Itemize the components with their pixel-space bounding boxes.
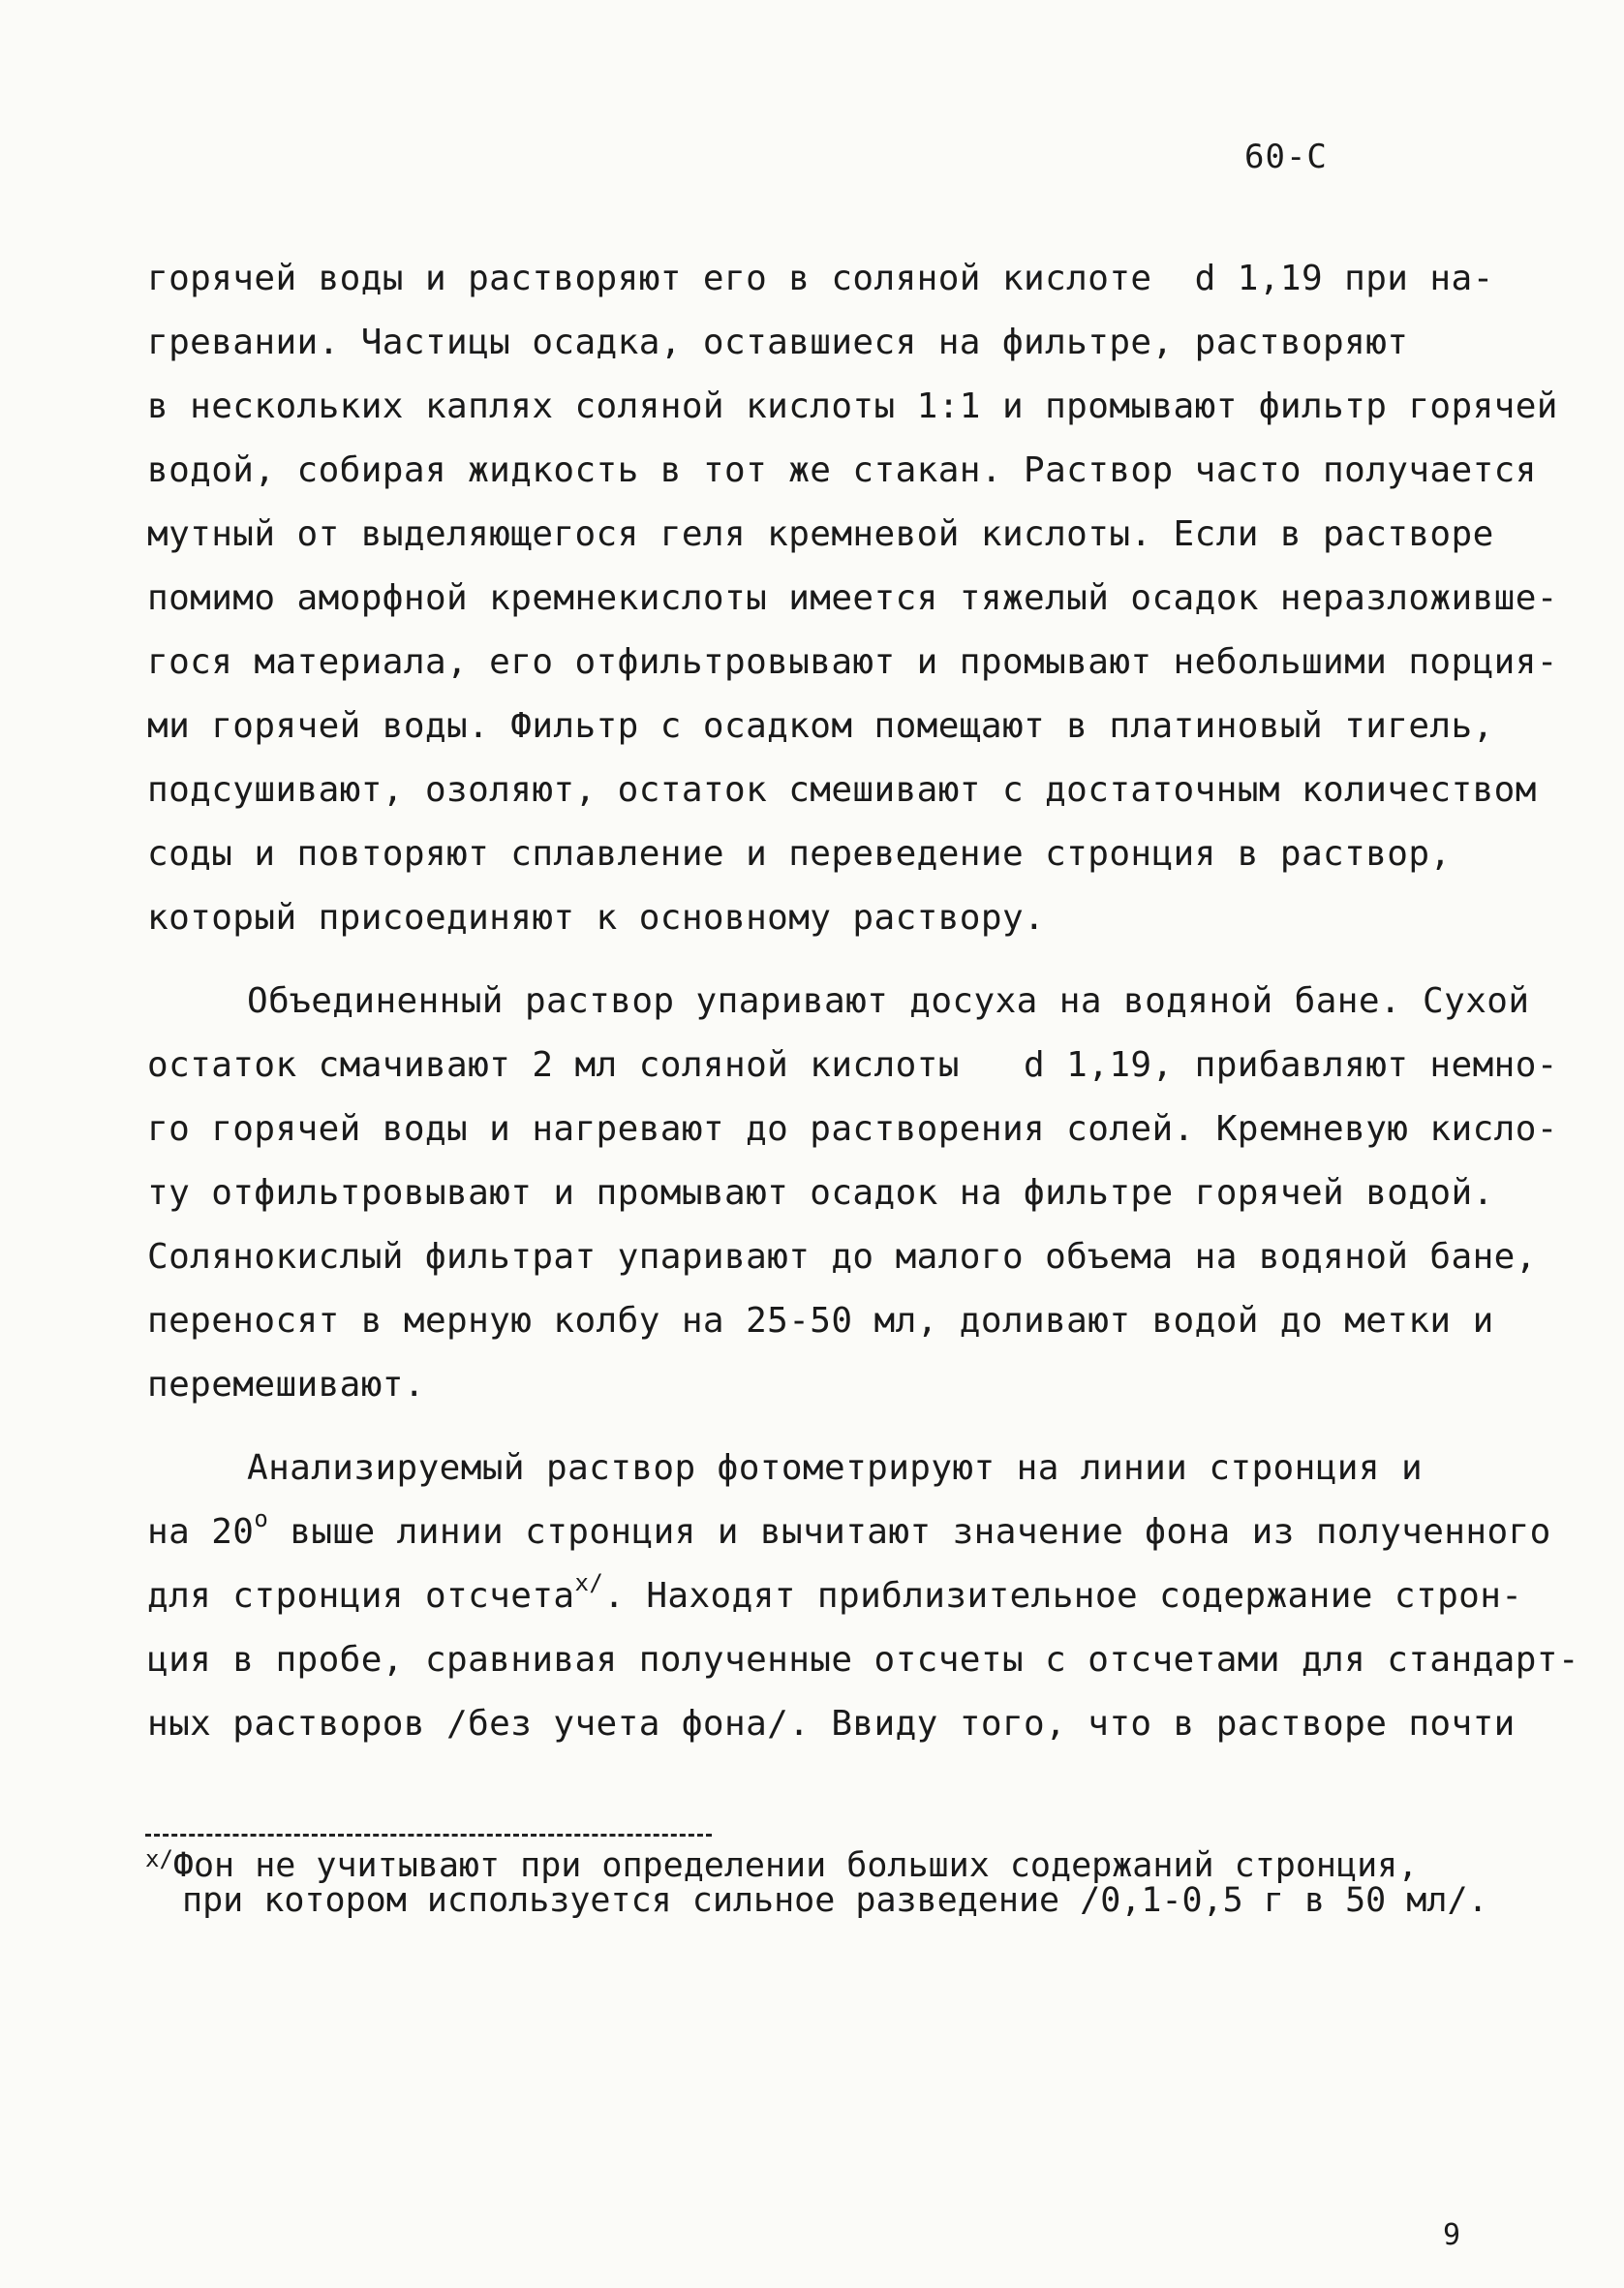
text-line: перемешивают. <box>147 1365 425 1405</box>
text-line: гревании. Частицы осадка, оставшиеся на фильтре, растворяют <box>147 323 1409 362</box>
text-line <box>147 1505 1551 1552</box>
degree-mark: о <box>254 1505 269 1532</box>
text-line: в нескольких каплях соляной кислоты 1:1 и промывают фильтр горячей <box>147 386 1558 426</box>
text-line: горячей воды и растворяют его в соляной кислоте d 1,19 при на- <box>147 259 1494 298</box>
footnote-text: Фон не учитывают при определении больших содержаний стронция, <box>172 1846 1419 1885</box>
footnote-reference: х/ <box>574 1569 604 1596</box>
text-line: го горячей воды и нагревают до растворения солей. Кремневую кисло- <box>147 1109 1558 1149</box>
text-line: ми горячей воды. Фильтр с осадком помещают в платиновый тигель, <box>147 706 1494 746</box>
text-line: водой, собирая жидкость в тот же стакан. Раствор часто получается <box>147 450 1537 490</box>
text-line: Анализируемый раствор фотометрируют на линии стронция и <box>247 1448 1424 1488</box>
text-line <box>147 1569 1523 1616</box>
text-line: Солянокислый фильтрат упаривают до малого объема на водяной бане, <box>147 1237 1537 1277</box>
text-line: соды и повторяют сплавление и переведение стронция в раствор, <box>147 834 1452 874</box>
text-line: ных растворов /без учета фона/. Ввиду того, что в растворе почти <box>147 1704 1516 1744</box>
text-line: остаток смачивают 2 мл соляной кислоты d 1,19, прибавляют немно- <box>147 1045 1558 1085</box>
text-line: который присоединяют к основному раствору. <box>147 898 1046 938</box>
text-line: Объединенный раствор упаривают досуха на водяной бане. Сухой <box>247 981 1530 1021</box>
footnote-marker: х/ <box>145 1845 173 1872</box>
text-line: ту отфильтровывают и промывают осадок на фильтре горячей водой. <box>147 1173 1494 1213</box>
page-number: 60-С <box>1244 138 1328 176</box>
footnote-separator <box>145 1834 712 1837</box>
text-segment: . Находят приблизительное содержание строн- <box>603 1576 1523 1616</box>
text-line: мутный от выделяющегося геля кремневой кислоты. Если в растворе <box>147 514 1494 554</box>
text-line: переносят в мерную колбу на 25-50 мл, доливают водой до метки и <box>147 1301 1494 1341</box>
text-line: помимо аморфной кремнекислоты имеется тяжелый осадок неразложивше- <box>147 578 1558 618</box>
text-line: подсушивают, озоляют, остаток смешивают с достаточным количеством <box>147 770 1537 810</box>
footnote-line: при котором используется сильное разведение /0,1-0,5 г в 50 мл/. <box>182 1881 1488 1920</box>
text-line: ция в пробе, сравнивая полученные отсчеты с отсчетами для стандарт- <box>147 1640 1579 1680</box>
text-segment: на 20 <box>147 1512 255 1552</box>
text-segment: для стронция отсчета <box>147 1576 575 1616</box>
folio-number: 9 <box>1443 2218 1461 2252</box>
text-line: гося материала, его отфильтровывают и промывают небольшими порция- <box>147 642 1558 682</box>
text-segment: выше линии стронция и вычитают значение фона из полученного <box>290 1512 1551 1552</box>
